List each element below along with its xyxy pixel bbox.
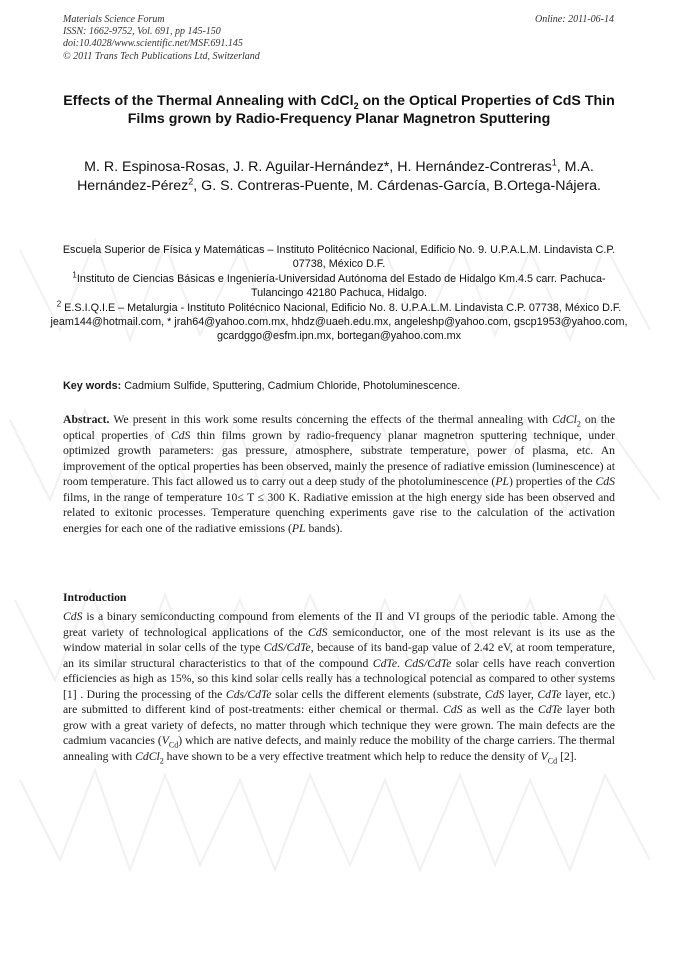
intro-term: Cds/CdTe	[225, 687, 272, 701]
keywords	[63, 379, 615, 393]
intro-term: V	[540, 749, 548, 763]
journal-issn: ISSN: 1662-9752, Vol. 691, pp 145-150	[63, 26, 221, 38]
affiliation-1-sup: 1	[72, 270, 77, 280]
affiliation-1-text: Instituto de Ciencias Básicas e Ingeniería-Universidad Autónoma del Estado de Hidalgo Km.4.5 carr. Pachuca- Tulancingo 42180 Pachuca, Hidalgo.	[76, 272, 606, 300]
author-list	[50, 158, 628, 195]
journal-name: Materials Science Forum	[63, 14, 165, 25]
title-subscript: 2	[353, 100, 359, 111]
section-heading-introduction: Introduction	[63, 591, 127, 604]
abstract	[63, 412, 615, 536]
affiliation-0: Escuela Superior de Física y Matemáticas – Instituto Politécnico Nacional, Edificio No. 9. U.P.A.L.M. Lindavista C.P. 07738, México D.F.	[62, 244, 616, 271]
intro-term: CdS	[442, 703, 463, 716]
intro-term: CdTe	[537, 687, 562, 701]
intro-text: layer, etc.) are submitted to different kind of post-treatments: either chemical or thermal.	[63, 687, 616, 716]
intro-term: CdCl	[135, 749, 160, 763]
authors-part-2: , M.A. Hernández-Pérez	[77, 159, 594, 194]
intro-term: CdS	[63, 610, 83, 623]
intro-text: layer,	[504, 687, 538, 701]
intro-text: [2].	[557, 749, 577, 763]
intro-term: CdTe	[372, 656, 398, 670]
abstract-term: CdS	[170, 428, 191, 442]
intro-text: as well as the	[462, 703, 538, 716]
keywords-text: Cadmium Sulfide, Sputtering, Cadmium Chloride, Photoluminescence.	[121, 380, 461, 392]
intro-term: CdTe	[537, 703, 563, 716]
intro-text: ) which are native defects, and mainly reduce the mobility of the charge carriers. The thermal annealing with	[63, 734, 615, 763]
author-emails: jeam144@hotmail.com, * jrah64@yahoo.com.mx, hhdz@uaeh.edu.mx, angeleshp@yahoo.com, gscp1953@yahoo.com, gcardggo@esfm.ipn.mx, bortegan@yahoo.com.mx	[50, 316, 628, 343]
intro-text: is a binary semiconducting compound from elements of the II and VI groups of the periodic table. Among the great variety of technological applications of the	[63, 610, 615, 639]
abstract-text: thin films grown by radio-frequency planar magnetron sputtering technique, under optimized growth parameters: gas pressure, atmosphere, substrate temperature, power of plasma, etc. An improvement of the optical properties has been observed, mainly the presence of radiative emission (luminescence) at room temperature. This fact allowed us to carry out a deep study of the photoluminescence (	[63, 428, 616, 488]
intro-text: semiconductor, one of the most relevant is its use as the window material in solar cells of the type	[63, 625, 615, 654]
abstract-text: We present in this work some results concerning the effects of the thermal annealing with	[109, 413, 553, 426]
abstract-term: PL	[291, 521, 306, 535]
affiliation-2-sup: 2	[56, 299, 62, 309]
keywords-label: Key words:	[63, 380, 122, 392]
intro-text: have shown to be a very effective treatment which help to reduce the density of	[163, 749, 541, 763]
affiliations	[50, 243, 628, 344]
journal-doi: doi:10.4028/www.scientific.net/MSF.691.145	[63, 38, 243, 50]
abstract-text: on the optical properties of	[63, 413, 616, 442]
affiliation-2	[50, 301, 628, 315]
intro-subscript: Cd	[547, 755, 558, 765]
abstract-text: films, in the range of temperature 10≤ T ≤ 300 K. Radiative emission at the high energy side has been observed and related to exitonic processes. Temperature quenching experiments gave rise to the calculation of the activation energies for each one of the radiative emissions (	[63, 490, 615, 535]
abstract-subscript: 2	[576, 419, 581, 429]
introduction-body	[63, 609, 615, 764]
intro-text: solar cells the different elements (substrate,	[271, 687, 485, 701]
author-affil-sup-2: 2	[188, 175, 194, 186]
abstract-label: Abstract.	[63, 413, 110, 426]
abstract-term: CdS	[595, 475, 615, 488]
intro-term: CdS/CdTe	[404, 656, 452, 670]
intro-term: V	[161, 734, 169, 747]
intro-term: CdS/CdTe	[263, 641, 311, 654]
journal-copyright: © 2011 Trans Tech Publications Ltd, Switzerland	[63, 50, 260, 62]
intro-subscript: Cd	[168, 740, 179, 750]
intro-term: CdS	[308, 625, 328, 639]
intro-text: solar cells have reach convertion efficiencies as high as 15%, so this kind solar cells really has a technological potencial as compared to other systems [1] . During the processing of the	[63, 656, 616, 701]
title-text-1: Effects of the Thermal Annealing with CdCl	[63, 93, 354, 109]
authors-part-1: M. R. Espinosa-Rosas, J. R. Aguilar-Hernández*, H. Hernández-Contreras	[84, 159, 552, 175]
authors-part-3: , G. S. Contreras-Puente, M. Cárdenas-García, B.Ortega-Nájera.	[193, 177, 601, 194]
abstract-text: bands).	[305, 521, 343, 535]
online-date-text: Online: 2011-06-14	[535, 14, 614, 25]
intro-term: CdS	[484, 687, 505, 701]
abstract-term: PL	[495, 475, 509, 488]
journal-header	[63, 14, 260, 63]
intro-text: .	[397, 656, 405, 670]
intro-subscript: 2	[159, 755, 164, 765]
affiliation-2-text: E.S.I.Q.I.E – Metalurgia - Instituto Politécnico Nacional, Edificio No. 8. U.P.A.L.M. Lindavista C.P. 07738, México D.F.	[64, 301, 622, 314]
author-affil-sup-1: 1	[551, 157, 557, 168]
intro-text: , because of its band-gap value of 2.42 eV, at room temperature, an its similar structural characteristics to that of the compound	[63, 641, 616, 670]
abstract-term: CdCl	[552, 413, 577, 426]
intro-text: layer both grow with a great variety of defects, no matter through which technique they were grown. The main defects are the cadmium vacancies (	[63, 703, 615, 747]
online-date	[535, 14, 614, 26]
affiliation-1	[50, 272, 628, 301]
paper-title	[60, 92, 618, 129]
abstract-text: ) properties of the	[508, 475, 596, 488]
title-text-2: on the Optical Properties of CdS Thin Films grown by Radio-Frequency Planar Magnetron Sputtering	[127, 93, 615, 128]
